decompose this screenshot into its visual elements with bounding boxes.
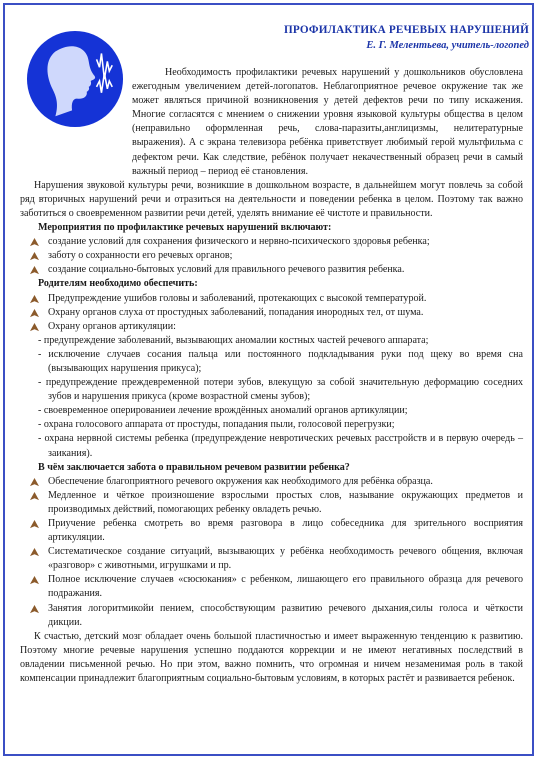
dash-item: - охрана голосового аппарата от простуды, попадания пыли, голосовой перегрузки;: [38, 419, 395, 431]
list-item: Систематическое создание ситуаций, вызывающих у ребёнка необходимость речевого общения, включая «разговор» с животными, игрушками и пр.: [20, 545, 523, 573]
arrow-pyramid-bullet-icon: [30, 605, 39, 614]
bullet-list: [20, 235, 523, 277]
dash-item: - предупреждение заболеваний, вызывающих аномалии костных частей речевого аппарата;: [38, 334, 429, 346]
list-item: Полное исключение случаев «сюсюкания» с ребенком, лишающего его правильного образца для речевого подражания.: [20, 573, 523, 601]
section-heading: Родителям необходимо обеспечить:: [38, 278, 198, 290]
dash-item: - предупреждение преждевременной потери зубов, влекущую за собой значительную деформацию соседних зубов и нарушения прикуса (кроме возрастной смены зубов);: [38, 377, 523, 403]
author-line: Е. Г. Мелентьева, учитель-логопед: [366, 40, 529, 51]
list-item: создание социально-бытовых условий для правильного речевого развития ребенка.: [20, 263, 523, 277]
dash-item: - исключение случаев сосания пальца или постоянного подкладывания руки под щеку во время сна (вызывающих нарушения прикуса);: [38, 348, 523, 374]
arrow-pyramid-bullet-icon: [30, 323, 39, 332]
dash-item: - своевременное оперированиеи лечение врождённых аномалий органов артикуляции;: [38, 405, 408, 417]
list-item: Занятия логоритмикойи пением, способствующим развитию речевого дыхания,силы голоса и чёткости дикции.: [20, 602, 523, 630]
arrow-pyramid-bullet-icon: [30, 238, 39, 247]
list-item: Приучение ребенка смотреть во время разговора в лицо собеседника для зрительного восприятия артикуляции.: [20, 517, 523, 545]
section-heading: Мероприятия по профилактике речевых нарушений включают:: [38, 222, 332, 234]
intro-paragraph: Необходимость профилактики речевых нарушений у дошкольников обусловлена ежегодным увеличением детей-логопатов. Неблагоприятное речевое окружение так же может являться причиной возникновения у детей дефектов речи по типу искажения. Многие согласятся с мнением о снижении уровня языковой культуры общества в целом (неправильно оформленная речь, слова-паразиты,англицизмы, нелитературные выражения). А с экрана телевизора ребёнка приветствует любимый герой мультфильма с дефектом речи. Как следствие, ребёнок получает некачественный образец речи в самый важный период – период её становления.: [132, 67, 523, 177]
arrow-pyramid-bullet-icon: [30, 252, 39, 261]
list-item: Обеспечение благоприятного речевого окружения как необходимого для ребёнка образца.: [20, 475, 523, 489]
document-body: [20, 66, 523, 686]
arrow-pyramid-bullet-icon: [30, 548, 39, 557]
bullet-list: [20, 292, 523, 334]
dash-item: - охрана нервной системы ребенка (предупреждение невротических речевых расстройств и в первую очередь – заикания).: [38, 433, 523, 459]
paragraph: Нарушения звуковой культуры речи, возникшие в дошкольном возрасте, в дальнейшем могут повлечь за собой ряд вторичных нарушений речи и отразиться на деятельности и поведении ребенка в целом. Поэтому так важно заботиться о своевременном развитии речи детей, уделять внимание её чистоте и правильности.: [20, 179, 523, 219]
list-item: Охрану органов слуха от простудных заболеваний, попадания инородных тел, от шума.: [20, 306, 523, 320]
arrow-pyramid-bullet-icon: [30, 478, 39, 487]
arrow-pyramid-bullet-icon: [30, 576, 39, 585]
closing-paragraph: К счастью, детский мозг обладает очень большой пластичностью и имеет выраженную тенденцию к развитию. Поэтому многие речевые нарушения успешно поддаются коррекции и не имеют негативных последствий в овладении письменной речью. Но при этом, важно помнить, что огромная и ничем незаменимая роль в такой компенсации принадлежит благоприятным социально-бытовым условиям, в которых растёт и развивается ребенок.: [20, 630, 523, 685]
arrow-pyramid-bullet-icon: [30, 295, 39, 304]
list-item: Охрану органов артикуляции:: [20, 320, 523, 334]
bullet-list: [20, 475, 523, 630]
page-title: ПРОФИЛАКТИКА РЕЧЕВЫХ НАРУШЕНИЙ: [284, 24, 529, 36]
arrow-pyramid-bullet-icon: [30, 309, 39, 318]
arrow-pyramid-bullet-icon: [30, 520, 39, 529]
list-item: Предупреждение ушибов головы и заболеваний, протекающих с высокой температурой.: [20, 292, 523, 306]
arrow-pyramid-bullet-icon: [30, 492, 39, 501]
list-item: заботу о сохранности его речевых органов;: [20, 249, 523, 263]
list-item: создание условий для сохранения физического и нервно-психического здоровья ребенка;: [20, 235, 523, 249]
section-heading: В чём заключается забота о правильном речевом развитии ребенка?: [38, 461, 350, 473]
arrow-pyramid-bullet-icon: [30, 266, 39, 275]
list-item: Медленное и чёткое произношение взрослыми простых слов, называние окружающих предметов и производимых действий, помогающих ребенку овладеть речью.: [20, 489, 523, 517]
